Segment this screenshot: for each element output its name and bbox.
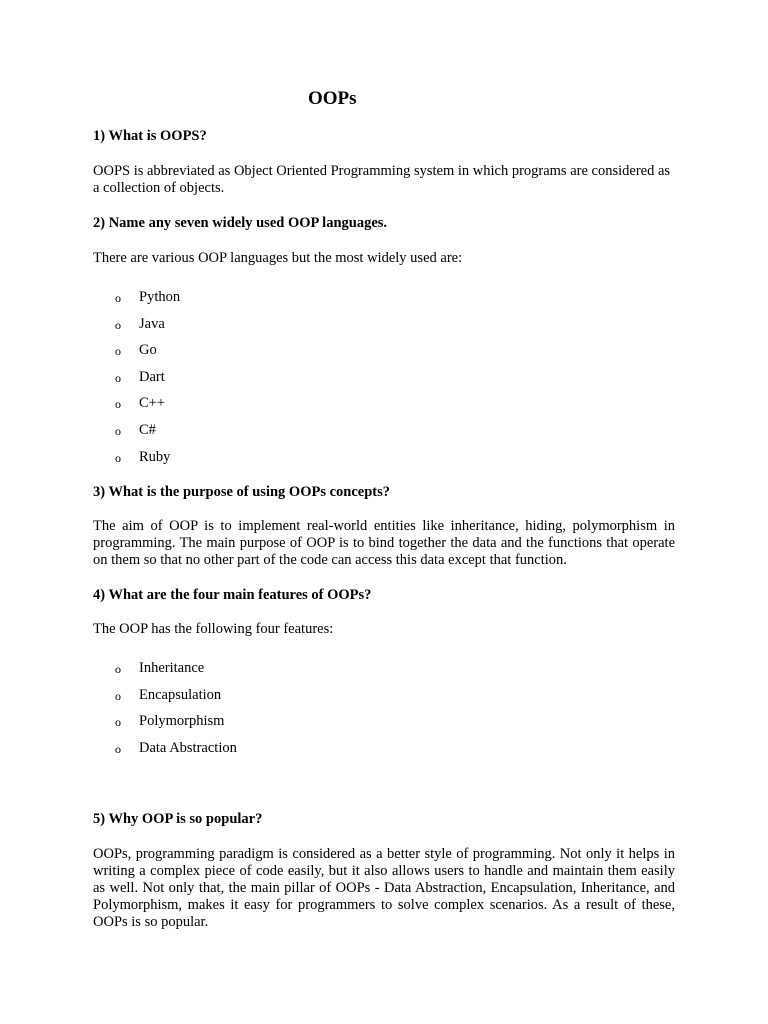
bullet-icon: o xyxy=(115,423,121,438)
list-item: o Python xyxy=(115,289,181,305)
features-list xyxy=(93,660,675,766)
list-item: o Ruby xyxy=(115,448,171,465)
question-4-heading: 4) What are the four main features of OOPs? xyxy=(93,587,372,603)
page-title: OOPs xyxy=(308,88,357,109)
list-item: o C# xyxy=(115,421,156,438)
list-item: o Encapsulation xyxy=(115,686,222,703)
answer-2-paragraph: There are various OOP languages but the most widely used are: xyxy=(93,250,463,266)
list-item: o Dart xyxy=(115,368,165,385)
list-item: o C++ xyxy=(115,395,166,412)
answer-4-paragraph: The OOP has the following four features: xyxy=(93,621,334,637)
question-2-heading: 2) Name any seven widely used OOP languages. xyxy=(93,215,388,231)
answer-5-paragraph: OOPs, programming paradigm is considered as a better style of programming. Not only it helps in writing a complex piece of code easily, but it also allows users to handle and maintain them easily as well. Not only that, the main pillar of OOPs - Data Abstraction, Encapsulation, Inheritance, and Polymorphism, makes it easy for programmers to solve complex scenarios. As a result of these, OOPs is so popular. xyxy=(93,846,675,930)
question-3-heading: 3) What is the purpose of using OOPs concepts? xyxy=(93,484,391,500)
list-item: o Data Abstraction xyxy=(115,739,237,756)
bullet-icon: o xyxy=(115,450,121,465)
question-5-heading: 5) Why OOP is so popular? xyxy=(93,811,263,827)
bullet-icon: o xyxy=(115,397,121,412)
list-item: o Polymorphism xyxy=(115,713,225,730)
bullet-icon: o xyxy=(115,715,121,730)
bullet-icon: o xyxy=(115,291,121,305)
bullet-icon: o xyxy=(115,344,121,359)
list-item: o Java xyxy=(115,315,165,332)
bullet-icon: o xyxy=(115,370,121,385)
bullet-icon: o xyxy=(115,688,121,703)
answer-1-paragraph: OOPS is abbreviated as Object Oriented Programming system in which programs are considered as a collection of objects. xyxy=(93,163,671,196)
bullet-icon: o xyxy=(115,317,121,332)
bullet-icon: o xyxy=(115,662,121,676)
list-item: o Go xyxy=(115,342,157,359)
list-item: o Inheritance xyxy=(115,660,205,676)
bullet-icon: o xyxy=(115,741,121,756)
question-1-heading: 1) What is OOPS? xyxy=(93,128,207,144)
answer-3-paragraph: The aim of OOP is to implement real-world entities like inheritance, hiding, polymorphism in programming. The main purpose of OOP is to bind together the data and the functions that operate on them so that no other part of the code can access this data except that function. xyxy=(93,518,675,568)
languages-list xyxy=(93,289,675,475)
